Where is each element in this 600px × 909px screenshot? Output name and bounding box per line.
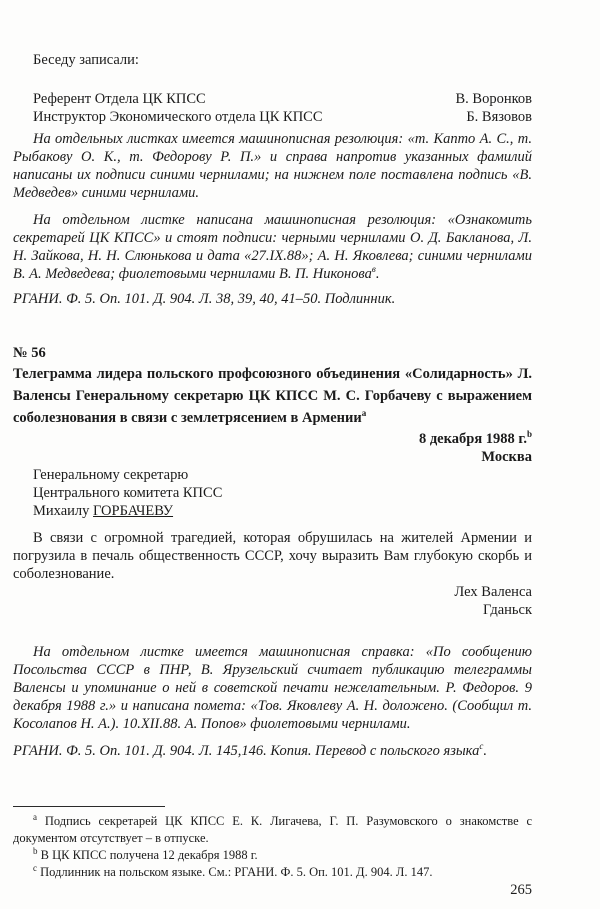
signature-name: В. Воронков bbox=[455, 91, 532, 107]
footnote-ref-a: а bbox=[361, 408, 367, 419]
signature-block bbox=[13, 90, 532, 126]
footnote-a bbox=[13, 813, 532, 847]
document-place: Москва bbox=[481, 449, 532, 465]
footnote-marker-c: с bbox=[33, 862, 37, 873]
footnote-marker-a: а bbox=[33, 811, 37, 822]
footnote-ref-c: с bbox=[479, 741, 484, 752]
footnote-b bbox=[13, 847, 532, 864]
archive-citation-doc56 bbox=[13, 742, 532, 760]
document-title-text: Телеграмма лидера польского профсоюзного объединения «Солидарность» Л. Валенсы Генеральному секретарю ЦК КПСС М. С. Горбачеву с выражением соболезнования в связи с землетрясением в Армении bbox=[13, 366, 532, 426]
addressee-line bbox=[13, 502, 532, 520]
addressee-line: Центрального комитета КПСС bbox=[33, 485, 223, 501]
dateline bbox=[13, 430, 532, 466]
archival-note-resolution-2 bbox=[13, 211, 532, 283]
archival-note-text: На отдельном листке написана машинописная резолюция: «Ознакомить секретарей ЦК КПСС» и стоят подписи: черными чернилами О. Д. Бакланова, Л. Н. Зайкова, Н. Н. Слюнькова и дата «27.IX.88»; А. Н. Яковлева; синими чернилами В. А. Медведева; фиолетовыми чернилами В. П. Никонова bbox=[13, 212, 532, 282]
recorded-by-line: Беседу записали: bbox=[33, 52, 139, 68]
document-number: № 56 bbox=[13, 345, 46, 361]
archive-citation-doc55: РГАНИ. Ф. 5. Оп. 101. Д. 904. Л. 38, 39, 40, 41–50. Подлинник. bbox=[13, 291, 396, 307]
addressee-line: Генеральному секретарю bbox=[33, 467, 189, 483]
signoff-place: Гданьск bbox=[483, 602, 532, 618]
signature-row bbox=[13, 108, 532, 126]
archive-citation-text: РГАНИ. Ф. 5. Оп. 101. Д. 904. Л. 145,146. Копия. Перевод с польского языка bbox=[13, 743, 480, 759]
signature-role: Инструктор Экономического отдела ЦК КПСС bbox=[33, 109, 323, 125]
footnote-text: Подпись секретарей ЦК КПСС Е. К. Лигачева, Г. П. Разумовского о знакомстве с документом отсутствует – в отпуске. bbox=[13, 814, 532, 845]
document-date bbox=[13, 430, 532, 448]
addressee-prefix: Михаилу bbox=[33, 503, 94, 519]
date-text: 8 декабря 1988 г. bbox=[418, 431, 527, 447]
footnote-marker-b: b bbox=[33, 845, 38, 856]
archive-citation-period: . bbox=[483, 743, 487, 759]
footnote-separator-rule bbox=[13, 806, 165, 807]
signature-name: Б. Вязовов bbox=[466, 109, 532, 125]
footnote-text: Подлинник на польском языке. См.: РГАНИ. Ф. 5. Оп. 101. Д. 904. Л. 147. bbox=[40, 865, 433, 879]
footnote-ref-v: в bbox=[371, 264, 376, 275]
archival-note-reference: На отдельном листке имеется машинописная справка: «По сообщению Посольства СССР в ПНР, В. Ярузельский считает публикацию телеграммы Валенсы и упоминание о ней в советской печати нежелательным. Р. Федоров. 9 декабря 1988 г.» и написана помета: «Тов. Яковлеву А. Н. доложено. (Сообщил т. Косолапов Н. А.). 10.XII.88. А. Попов» фиолетовыми чернилами. bbox=[13, 644, 532, 732]
archival-note-resolution-1: На отдельных листках имеется машинописная резолюция: «т. Капто А. С., т. Рыбакову О. К., т. Федорову Р. П.» и справа напротив указанных фамилий написаны их подписи синими чернилами; на нижнем поле поставлена подпись «В. Медведев» синими чернилами. bbox=[13, 131, 532, 201]
footnote-text: В ЦК КПСС получена 12 декабря 1988 г. bbox=[40, 848, 258, 862]
footnotes-section bbox=[13, 813, 532, 881]
addressee-surname: ГОРБАЧЕВУ bbox=[93, 503, 174, 519]
signature-role: Референт Отдела ЦК КПСС bbox=[33, 91, 206, 107]
document-title bbox=[13, 363, 532, 429]
footnote-c bbox=[13, 864, 532, 881]
signoff-block bbox=[13, 583, 532, 619]
addressee-block bbox=[13, 466, 532, 520]
signature-row bbox=[13, 90, 532, 108]
page-number: 265 bbox=[510, 882, 532, 898]
footnote-ref-b: b bbox=[526, 429, 532, 440]
telegram-body: В связи с огромной трагедией, которая обрушилась на жителей Армении и погрузила в печаль общественность СССР, хочу выразить Вам глубокую скорбь и соболезнование. bbox=[13, 530, 532, 582]
archival-note-period: . bbox=[375, 266, 380, 282]
signoff-name: Лех Валенса bbox=[454, 584, 532, 600]
